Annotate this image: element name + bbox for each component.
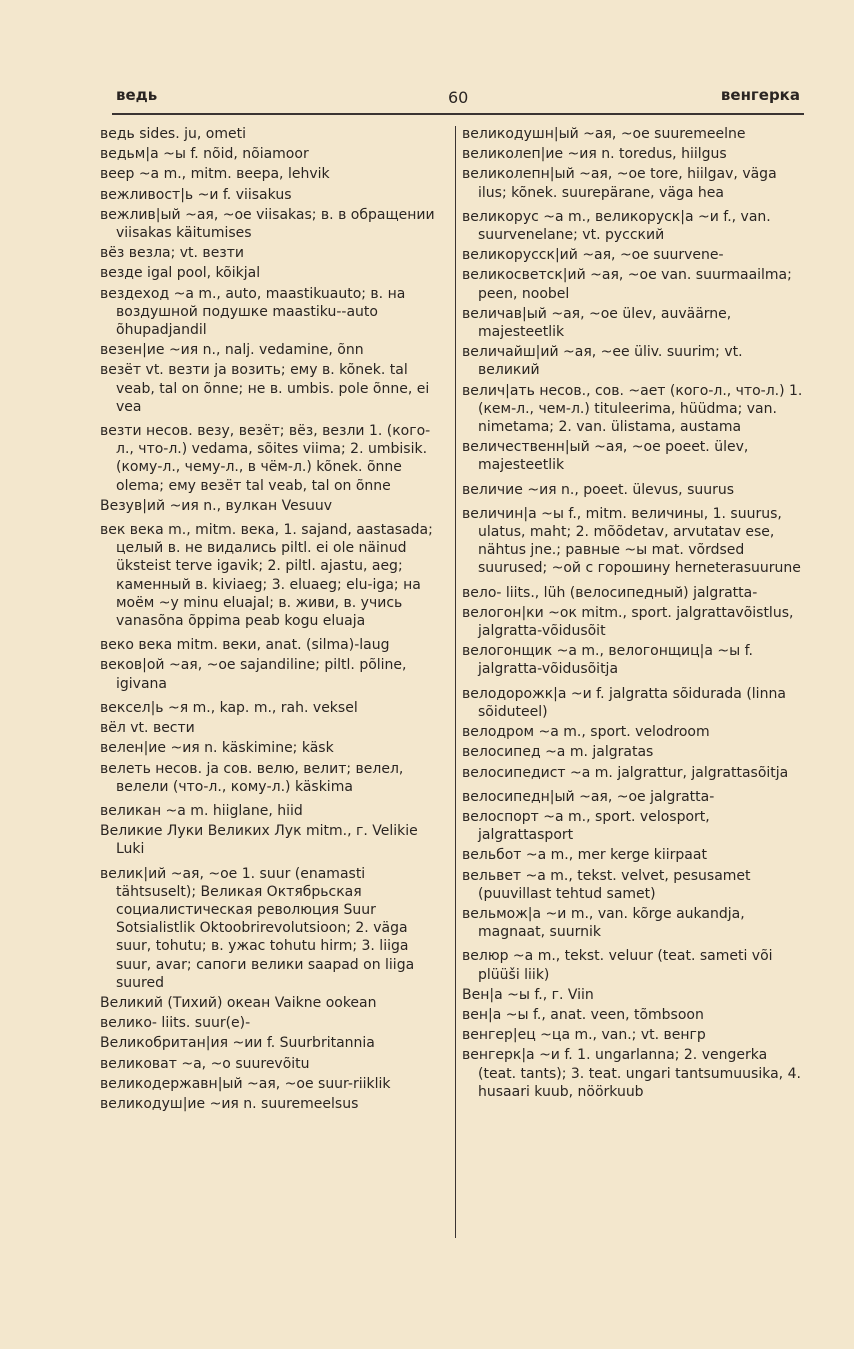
dictionary-entry: величав|ый ~ая, ~ое ülev, auväärne, majesteetlik bbox=[462, 305, 732, 341]
dictionary-entry: величие ~ия n., poeet. ülevus, suurus bbox=[462, 481, 735, 498]
dictionary-entry: вельмож|а ~и m., van. kõrge aukandja, magnaat, suurnik bbox=[462, 905, 745, 941]
dictionary-entry: велосипедн|ый ~ая, ~ое jalgratta- bbox=[462, 788, 715, 805]
dictionary-entry: велеть несов. ja сов. велю, велит; велел, велели (что-л., кому-л.) käskima bbox=[100, 760, 404, 795]
dictionary-entry: велико- liits. suur(e)- bbox=[100, 1015, 251, 1032]
dictionary-entry: вёз везла; vt. везти bbox=[100, 245, 244, 262]
dictionary-entry: величественн|ый ~ая, ~ое poeet. ülev, majesteetlik bbox=[462, 439, 749, 474]
dictionary-entry: велосипед ~а m. jalgratas bbox=[462, 744, 654, 761]
dictionary-entry: вежлив|ый ~ая, ~ое viisakas; в. в обращении viisakas käitumises bbox=[100, 206, 435, 242]
dictionary-entry: везти несов. везу, везёт; вёз, везли 1. (кого-л., что-л.) vedama, sõites viima; 2. umbisik. (кому-л., чему-л., в чём-л.) kõnek. õnne olema; ему везёт tal veab, tal on õnne bbox=[100, 423, 431, 494]
left-column bbox=[100, 125, 440, 1115]
dictionary-entry: великан ~а m. hiiglane, hiid bbox=[100, 802, 303, 819]
dictionary-entry: велоспорт ~а m., sport. velosport, jalgrattasport bbox=[462, 808, 710, 844]
header-rule bbox=[112, 113, 804, 115]
dictionary-entry: вельвет ~а m., tekst. velvet, pesusamet (puuvillast tehtud samet) bbox=[462, 867, 751, 902]
dictionary-entry: Великие Луки Великих Лук mitm., г. Velikie Luki bbox=[100, 823, 418, 858]
dictionary-entry: велогонщик ~а m., велогонщиц|а ~ы f. jalgratta-võidusõitja bbox=[462, 643, 753, 678]
dictionary-entry: везде igal pool, kõikjal bbox=[100, 265, 261, 282]
dictionary-entry: великолепн|ый ~ая, ~ое tore, hiilgav, väga ilus; kõnek. suurepärane, väga hea bbox=[462, 166, 777, 201]
dictionary-entry: Везув|ий ~ия n., вулкан Vesuuv bbox=[100, 497, 333, 514]
dictionary-entry: ведьм|а ~ы f. nõid, nõiamoor bbox=[100, 146, 309, 163]
dictionary-entry: великодушн|ый ~ая, ~ое suuremeelne bbox=[462, 126, 746, 142]
dictionary-entry: веер ~а m., mitm. веера, lehvik bbox=[100, 166, 330, 183]
dictionary-entry: вело- liits., lüh (велосипедный) jalgratta- bbox=[462, 584, 758, 601]
dictionary-entry: великодержавн|ый ~ая, ~ое suur-riiklik bbox=[100, 1075, 391, 1092]
dictionary-entry: веков|ой ~ая, ~ое sajandiline; piltl. põline, igivana bbox=[100, 657, 407, 692]
header-right-word: венгерка bbox=[720, 86, 800, 104]
column-divider bbox=[455, 126, 456, 1238]
dictionary-entry: вен|а ~ы f., anat. veen, tõmbsoon bbox=[462, 1006, 704, 1023]
dictionary-entry: великодуш|ие ~ия n. suuremeelsus bbox=[100, 1095, 359, 1112]
dictionary-entry: вёл vt. вести bbox=[100, 720, 195, 737]
dictionary-entry: Великобритан|ия ~ии f. Suurbritannia bbox=[100, 1035, 375, 1052]
dictionary-entry: ведь sides. ju, ometi bbox=[100, 126, 246, 142]
dictionary-entry: вездеход ~а m., auto, maastikuauto; в. на воздушной подушке maastiku--auto õhupadjandil bbox=[100, 285, 406, 339]
header-left-word: ведь bbox=[116, 86, 158, 104]
dictionary-entry: велен|ие ~ия n. käskimine; käsk bbox=[100, 740, 334, 757]
dictionary-entry: великорус ~а m., великоруск|а ~и f., van. suurvenelane; vt. русский bbox=[462, 208, 771, 244]
dictionary-entry: великолеп|ие ~ия n. toredus, hiilgus bbox=[462, 146, 727, 163]
dictionary-entry: венгер|ец ~ца m., van.; vt. венгр bbox=[462, 1027, 706, 1044]
dictionary-entry: венгерк|а ~и f. 1. ungarlanna; 2. vengerka (teat. tants); 3. teat. ungari tantsumuusika, 4. husaari kuub, nöörkuub bbox=[462, 1047, 801, 1100]
dictionary-entry: веко века mitm. веки, anat. (silma)-laug bbox=[100, 637, 390, 654]
dictionary-entry: великорусск|ий ~ая, ~ое suurvene- bbox=[462, 247, 724, 264]
dictionary-entry: велогон|ки ~ок mitm., sport. jalgrattavõistlus, jalgratta-võidusõit bbox=[462, 604, 794, 640]
dictionary-entry: велодром ~а m., sport. velodroom bbox=[462, 724, 710, 741]
dictionary-entry: великосветск|ий ~ая, ~ое van. suurmaailma; peen, noobel bbox=[462, 267, 792, 302]
page-number: 60 bbox=[448, 88, 469, 107]
dictionary-entry: велик|ий ~ая, ~ое 1. suur (enamasti tähtsuselt); Великая Октябрьская социалистическая революция Suur Sotsialistlik Oktoobrirevolutsioon; 2. väga suur, tohutu; в. ужас tohutu hirm; 3. liiga suur, avar; сапоги велики saapad on liiga suured bbox=[100, 865, 415, 991]
dictionary-entry: великоват ~а, ~о suurevõitu bbox=[100, 1055, 310, 1072]
dictionary-entry: велюр ~а m., tekst. veluur (teat. sameti või plüüši liik) bbox=[462, 948, 773, 983]
dictionary-entry: Вен|а ~ы f., г. Viin bbox=[462, 986, 594, 1003]
dictionary-entry: велосипедист ~а m. jalgrattur, jalgrattasõitja bbox=[462, 764, 789, 781]
dictionary-entry: везёт vt. везти ja возить; ему в. kõnek. tal veab, tal on õnne; не в. umbis. pole õnne, ei vea bbox=[100, 362, 430, 415]
dictionary-entry: вексел|ь ~я m., kap. m., rah. veksel bbox=[100, 699, 358, 716]
dictionary-entry: вежливост|ь ~и f. viisakus bbox=[100, 186, 292, 203]
dictionary-entry: велодорожк|а ~и f. jalgratta sõidurada (linna sõiduteel) bbox=[462, 685, 786, 720]
dictionary-entry: вельбот ~а m., mer kerge kiirpaat bbox=[462, 847, 707, 864]
dictionary-entry: Великий (Тихий) океан Vaikne ookean bbox=[100, 994, 377, 1011]
dictionary-entry: везен|ие ~ия n., nalj. vedamine, õnn bbox=[100, 342, 364, 359]
dictionary-entry: величин|а ~ы f., mitm. величины, 1. suurus, ulatus, maht; 2. mõõdetav, arvutatav ese, nähtus jne.; равные ~ы mat. võrdsed suurused; ~ой с горошину herneterasuurune bbox=[462, 505, 801, 577]
right-column bbox=[462, 125, 806, 1103]
dictionary-entry: век века m., mitm. века, 1. sajand, aastasada; целый в. не видались piltl. ei ole näinud üksteist terve igavik; 2. piltl. ajastu, aeg; каменный в. kiviaeg; 3. eluaeg; elu-iga; на моём ~у minu eluajal; в. живи, в. учись vanasõna õppima peab kogu eluaja bbox=[100, 522, 433, 630]
dictionary-entry: велич|ать несов., сов. ~ает (кого-л., что-л.) 1. (кем-л., чем-л.) tituleerima, hüüdma; van. nimetama; 2. van. ülistama, austama bbox=[462, 382, 803, 436]
dictionary-entry: величайш|ий ~ая, ~ее üliv. suurim; vt. великий bbox=[462, 344, 743, 379]
